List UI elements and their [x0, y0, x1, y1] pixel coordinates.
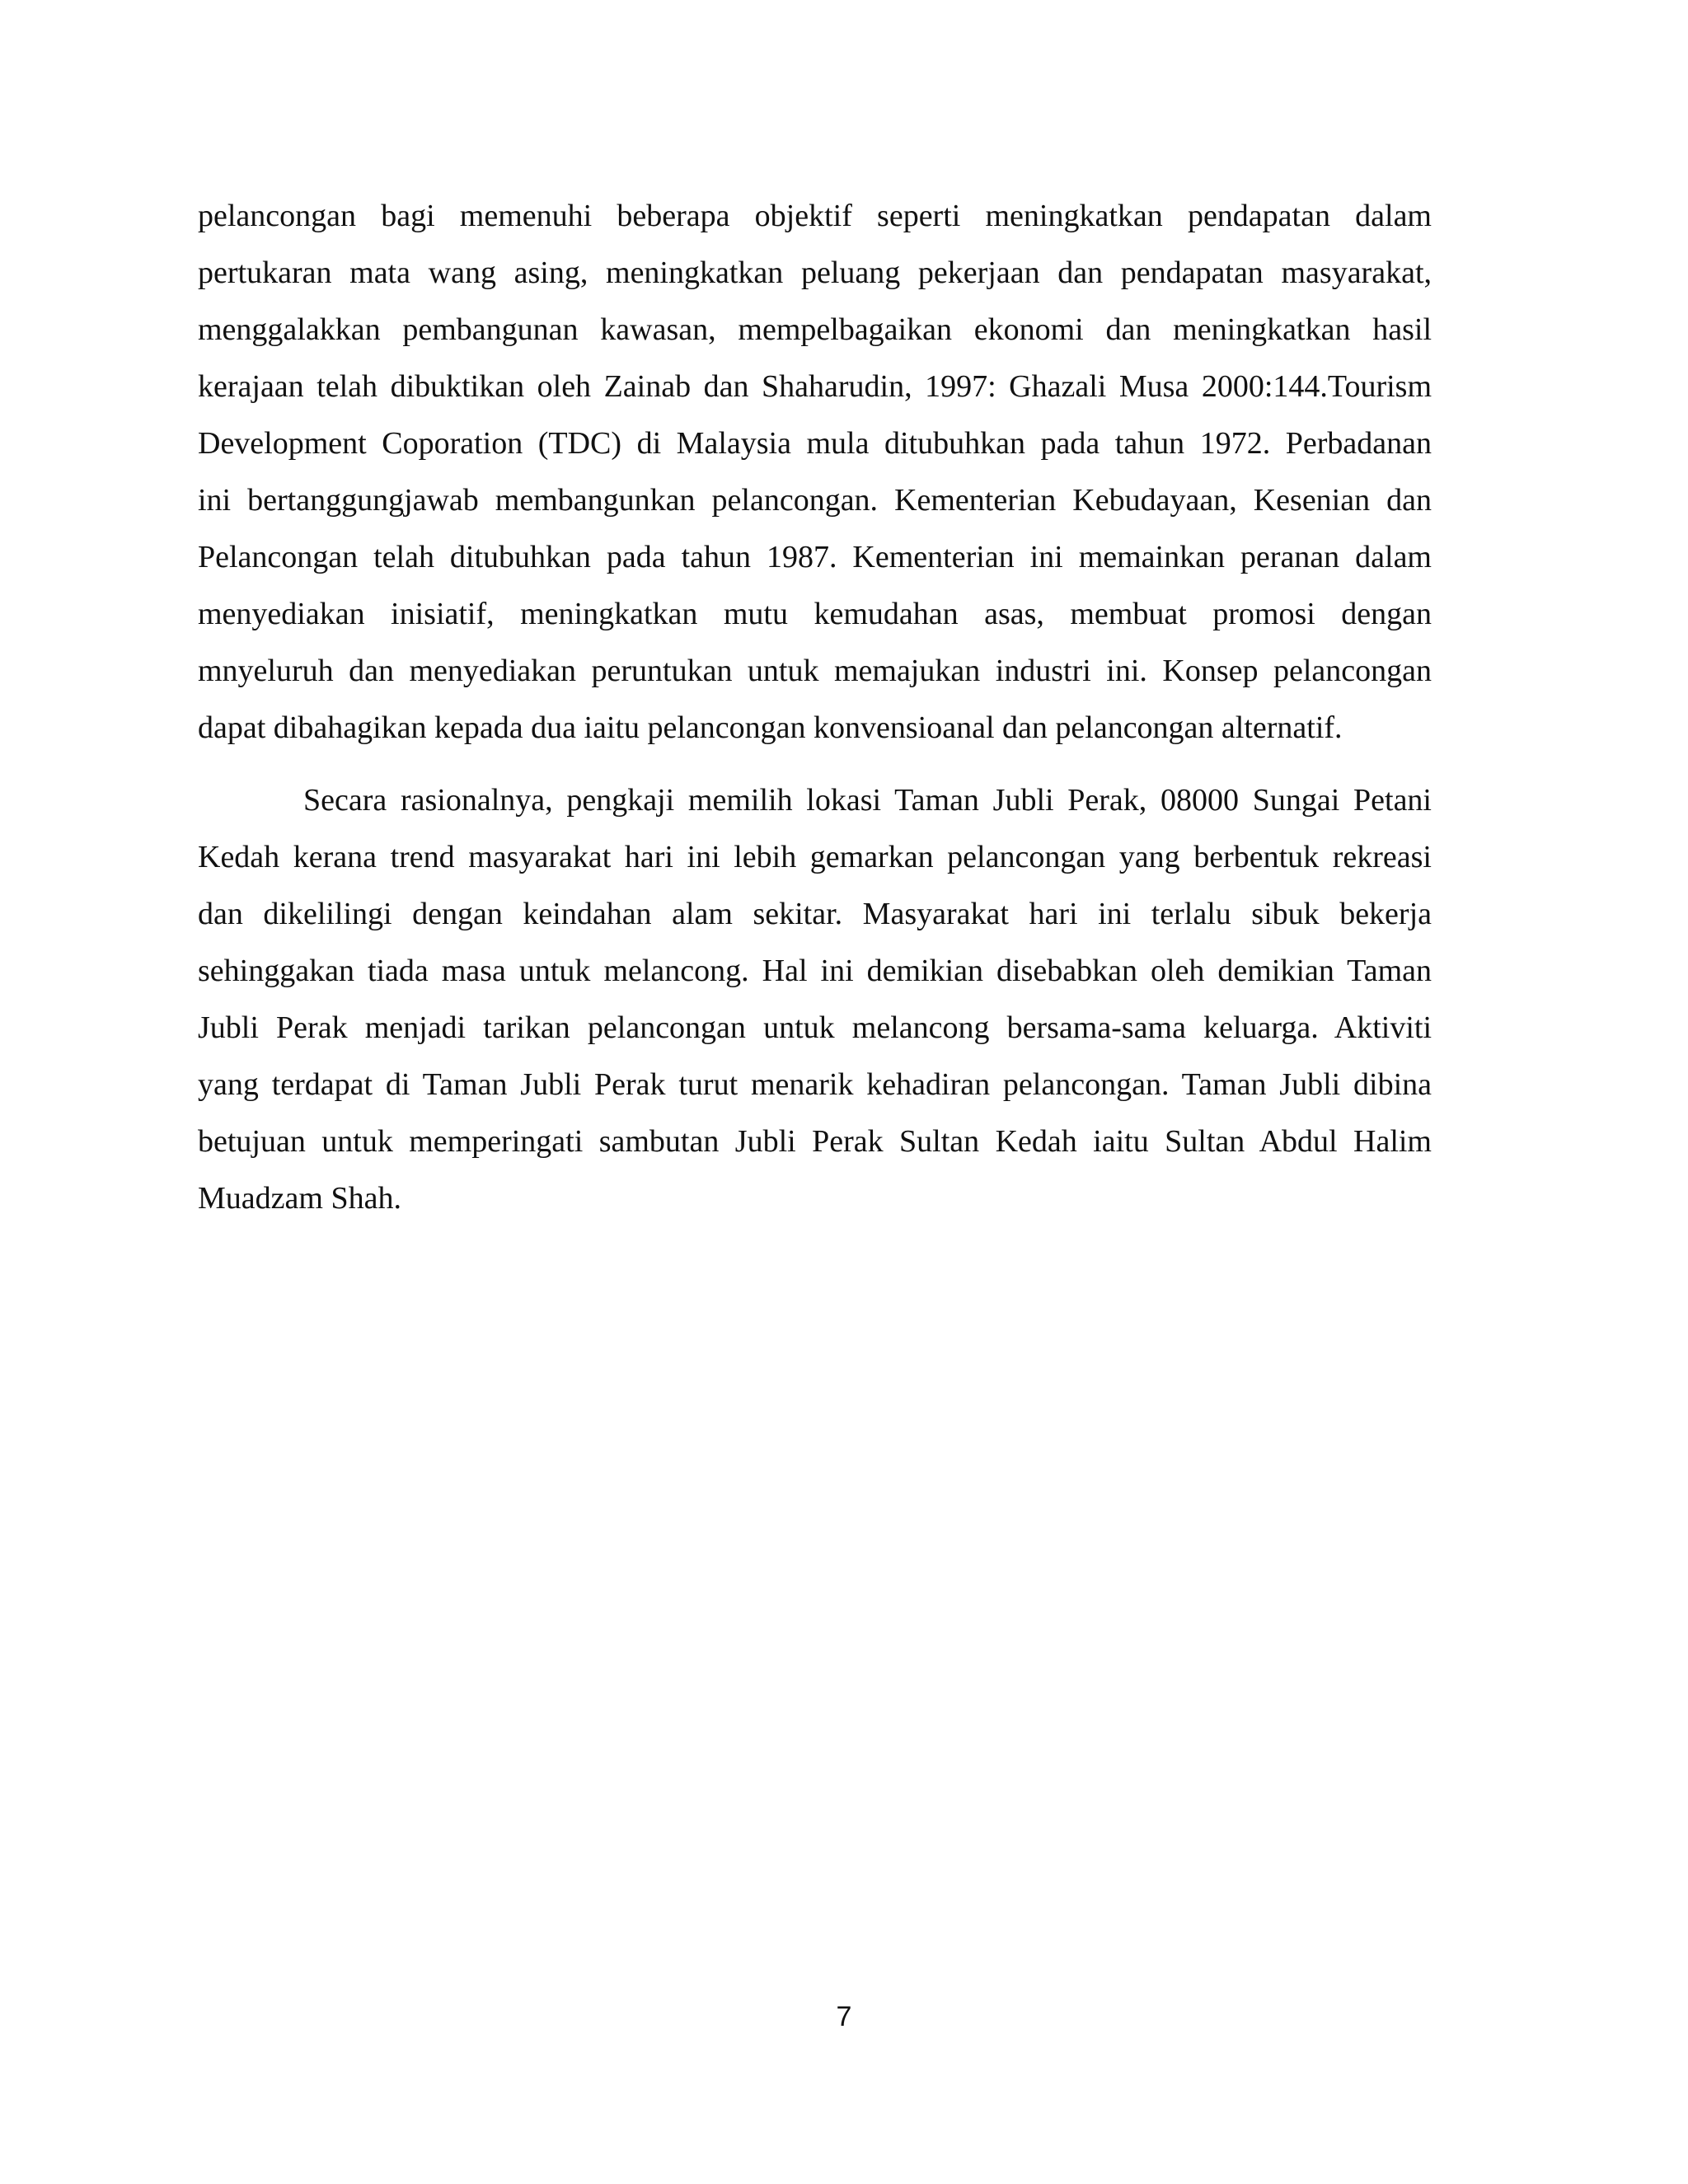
- paragraph-line: pelancongan bagi memenuhi beberapa objektif seperti meningkatkan pendapatan dalam: [198, 199, 1432, 233]
- paragraph-line: sehinggakan tiada masa untuk melancong. Hal ini demikian disebabkan oleh demikian Taman: [198, 954, 1432, 988]
- paragraph-line: Muadzam Shah.: [198, 1181, 401, 1216]
- paragraph-line: Secara rasionalnya, pengkaji memilih lokasi Taman Jubli Perak, 08000 Sungai Petani: [303, 783, 1432, 818]
- paragraph-line: Pelancongan telah ditubuhkan pada tahun 1987. Kementerian ini memainkan peranan dalam: [198, 540, 1432, 574]
- paragraph-line: menyediakan inisiatif, meningkatkan mutu kemudahan asas, membuat promosi dengan: [198, 597, 1432, 631]
- paragraph-line: mnyeluruh dan menyediakan peruntukan untuk memajukan industri ini. Konsep pelancongan: [198, 654, 1432, 688]
- paragraph-spacer: [198, 757, 1432, 772]
- paragraph-line: Development Coporation (TDC) di Malaysia mula ditubuhkan pada tahun 1972. Perbadanan: [198, 426, 1432, 461]
- paragraph-line: yang terdapat di Taman Jubli Perak turut menarik kehadiran pelancongan. Taman Jubli dibina: [198, 1067, 1432, 1102]
- paragraph-line: betujuan untuk memperingati sambutan Jubli Perak Sultan Kedah iaitu Sultan Abdul Halim: [198, 1124, 1432, 1159]
- body-text: [198, 188, 1432, 1227]
- paragraph-line: dapat dibahagikan kepada dua iaitu pelancongan konvensioanal dan pelancongan alternatif.: [198, 710, 1343, 745]
- paragraph-line: Kedah kerana trend masyarakat hari ini lebih gemarkan pelancongan yang berbentuk rekreasi: [198, 840, 1432, 874]
- paragraph-line: ini bertanggungjawab membangunkan pelancongan. Kementerian Kebudayaan, Kesenian dan: [198, 483, 1432, 518]
- paragraph-1: [198, 188, 1432, 757]
- paragraph-line: kerajaan telah dibuktikan oleh Zainab dan Shaharudin, 1997: Ghazali Musa 2000:144.Tourism: [198, 369, 1432, 404]
- paragraph-line: menggalakkan pembangunan kawasan, mempelbagaikan ekonomi dan meningkatkan hasil: [198, 312, 1432, 347]
- paragraph-line: dan dikelilingi dengan keindahan alam sekitar. Masyarakat hari ini terlalu sibuk bekerja: [198, 897, 1432, 931]
- paragraph-2: [198, 772, 1432, 1227]
- paragraph-line: Jubli Perak menjadi tarikan pelancongan untuk melancong bersama-sama keluarga. Aktiviti: [198, 1010, 1432, 1045]
- paragraph-line: pertukaran mata wang asing, meningkatkan peluang pekerjaan dan pendapatan masyarakat,: [198, 255, 1432, 290]
- page-number: 7: [836, 2001, 852, 2032]
